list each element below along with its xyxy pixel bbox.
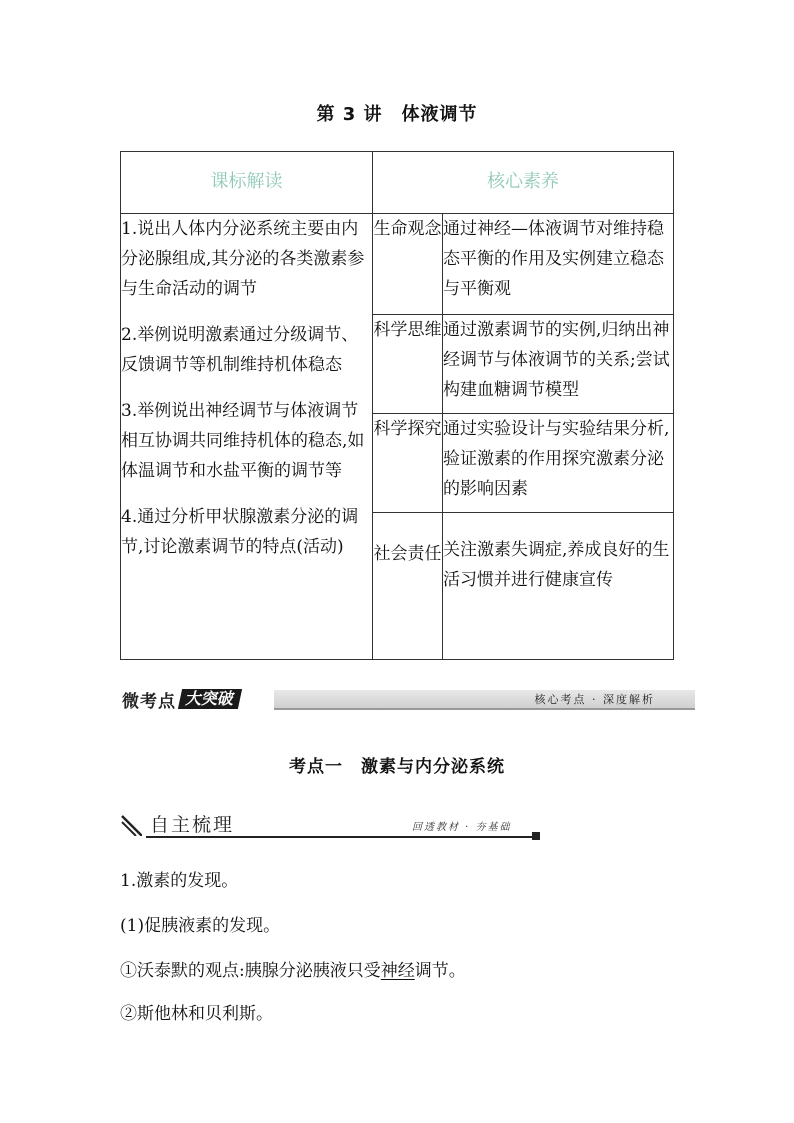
curriculum-item: 4.通过分析甲状腺激素分泌的调节,讨论激素调节的特点(活动) <box>121 507 359 557</box>
literacy-name: 科学探究 <box>373 414 443 513</box>
curriculum-items <box>121 214 373 660</box>
section-banner <box>122 688 695 712</box>
header-curriculum: 课标解读 <box>121 152 373 214</box>
square-marker-icon <box>532 832 540 840</box>
paragraph: (1)促胰液素的发现。 <box>120 916 281 936</box>
literacy-text: 通过实验设计与实验结果分析,验证激素的作用探究激素分泌的影响因素 <box>443 414 674 513</box>
header-core-literacy: 核心素养 <box>373 152 674 214</box>
banner-box: 大突破 <box>178 689 242 709</box>
curriculum-item: 3.举例说出神经调节与体液调节相互协调共同维持机体的稳态,如体温调节和水盐平衡的调节等 <box>121 401 365 481</box>
literacy-text: 通过激素调节的实例,归纳出神经调节与体液调节的关系;尝试构建血糖调节模型 <box>443 315 674 414</box>
self-study-label: 自主梳理 <box>150 814 235 836</box>
self-study-rule <box>146 836 536 838</box>
answer-underline: 神经 <box>380 961 415 981</box>
section-title: 考点一 激素与内分泌系统 <box>289 757 505 777</box>
literacy-text: 关注激素失调症,养成良好的生活习惯并进行健康宣传 <box>443 513 674 660</box>
page-title: 第 3 讲 体液调节 <box>316 104 478 125</box>
literacy-text: 通过神经—体液调节对维持稳态平衡的作用及实例建立稳态与平衡观 <box>443 214 674 315</box>
corner-mark-icon <box>120 814 142 836</box>
banner-right-text: 核心考点 · 深度解析 <box>534 693 655 706</box>
paragraph-text: 调节。 <box>414 961 466 981</box>
banner-left <box>122 688 240 710</box>
curriculum-table <box>120 151 674 660</box>
paragraph-text: ①沃泰默的观点:胰腺分泌胰液只受 <box>120 961 381 981</box>
paragraph: ②斯他林和贝利斯。 <box>120 1004 273 1024</box>
curriculum-item: 2.举例说明激素通过分级调节、反馈调节等机制维持机体稳态 <box>121 325 359 375</box>
literacy-name: 科学思维 <box>373 315 443 414</box>
paragraph <box>120 956 466 981</box>
banner-word: 微考点 <box>122 691 176 712</box>
literacy-name: 生命观念 <box>373 214 443 315</box>
self-study-header <box>120 808 540 840</box>
paragraph: 1.激素的发现。 <box>120 871 239 891</box>
self-study-subtitle: 回透教材 · 夯基础 <box>412 822 512 833</box>
literacy-name: 社会责任 <box>373 513 443 660</box>
curriculum-item: 1.说出人体内分泌系统主要由内分泌腺组成,其分泌的各类激素参与生命活动的调节 <box>121 219 365 299</box>
